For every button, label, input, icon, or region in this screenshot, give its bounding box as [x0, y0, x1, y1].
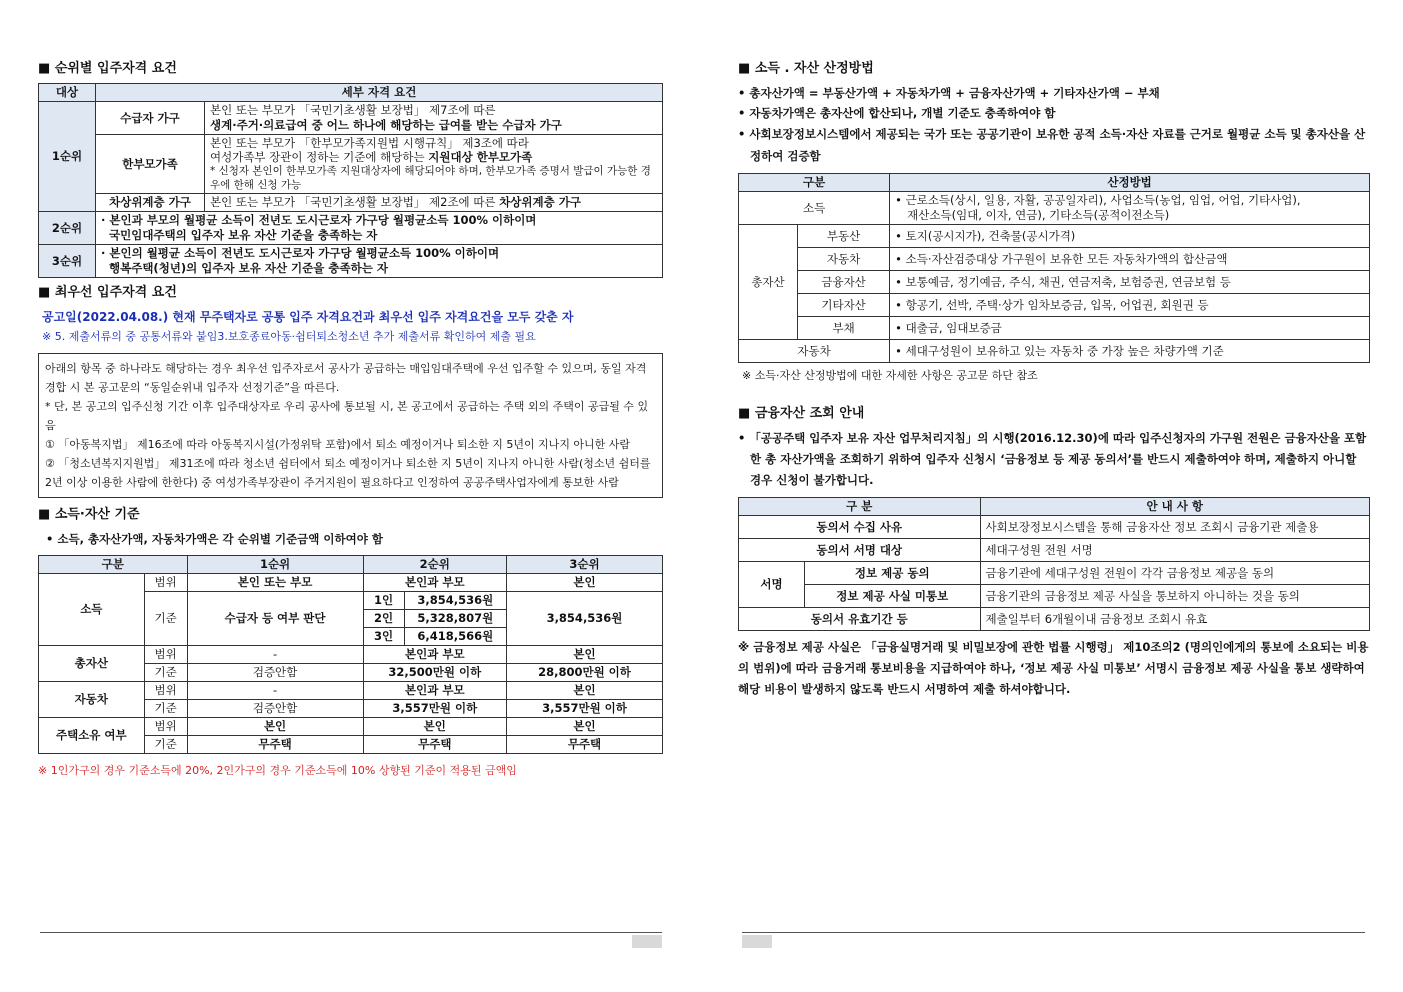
rank-2-content	[96, 212, 663, 245]
row-sub-label: 기준	[144, 592, 187, 646]
bullet: • 자동차가액은 총자산에 합산되나, 개별 기준도 충족하여야 함	[738, 106, 1056, 120]
financial-table	[738, 497, 1370, 631]
row-label: 자동차	[739, 340, 890, 363]
row-label: 동의서 유효기간 등	[739, 608, 981, 631]
row-group-total: 총자산	[739, 225, 798, 340]
table-header: 1순위	[187, 556, 363, 574]
cell: 본인	[507, 646, 663, 664]
cell: 본인	[507, 682, 663, 700]
cell: 본인과 부모	[363, 682, 506, 700]
text-span: 차상위계층 가구	[499, 195, 581, 209]
table-header: 구 분	[739, 498, 981, 516]
right-page	[738, 60, 1370, 700]
row-label: 한부모가족	[96, 135, 205, 194]
cell: 28,800만원 이하	[507, 664, 663, 682]
table-header: 대상	[39, 84, 96, 102]
table-header: 구분	[739, 174, 890, 192]
row-content	[205, 194, 663, 212]
cell: 3인	[363, 628, 404, 646]
table-header: 구분	[39, 556, 188, 574]
income-asset-table	[38, 555, 663, 754]
cell: 5,328,807원	[404, 610, 506, 628]
rank-1-label: 1순위	[39, 102, 96, 212]
row-sub-label: 기준	[144, 736, 187, 754]
left-page	[38, 60, 663, 778]
text-line: 재산소득(임대, 이자, 연금), 기타소득(공적이전소득)	[907, 208, 1170, 222]
section-title-rank-requirements: ■ 순위별 입주자격 요건	[38, 60, 663, 78]
bullet: • 사회보장정보시스템에서 제공되는 국가 또는 공공기관이 보유한 공적 소득·자산 자료를 근거로 월평균 소득 및 총자산을 산정하여 검증함	[738, 127, 1366, 163]
table-header: 3순위	[507, 556, 663, 574]
cell: -	[187, 646, 363, 664]
section-title-income-asset: ■ 소득·자산 기준	[38, 506, 663, 524]
row-sub-label: 기준	[144, 700, 187, 718]
table-header: 2순위	[363, 556, 506, 574]
row-label: 금융자산	[798, 271, 890, 294]
row-group-car: 자동차	[39, 682, 145, 718]
row-content: • 항공기, 선박, 주택·상가 임차보증금, 입목, 어업권, 회원권 등	[890, 294, 1370, 317]
rank-requirements-table	[38, 83, 663, 278]
table-header: 산정방법	[890, 174, 1370, 192]
footnote: ※ 1인가구의 경우 기준소득에 20%, 2인가구의 경우 기준소득에 10% 상향된 기준이 적용된 금액임	[38, 764, 517, 777]
cell: 본인과 부모	[363, 646, 506, 664]
footer-divider	[40, 932, 662, 933]
cell: -	[187, 682, 363, 700]
row-content	[205, 135, 663, 194]
cell: 본인	[363, 718, 506, 736]
cell: 무주택	[507, 736, 663, 754]
rank-2-label: 2순위	[39, 212, 96, 245]
text-span: 본인 또는 부모가 「국민기초생활 보장법」 제2조에 따른	[210, 195, 500, 209]
text-span: 지원대상 한부모가족	[428, 150, 533, 164]
row-label: 동의서 서명 대상	[739, 539, 981, 562]
page-number-box	[742, 935, 772, 948]
text-line: 생계·주거·의료급여 중 어느 하나에 해당하는 급여를 받는 수급자 가구	[210, 118, 562, 132]
row-label: 기타자산	[798, 294, 890, 317]
row-content: • 보통예금, 정기예금, 주식, 채권, 연금저축, 보험증권, 연금보험 등	[890, 271, 1370, 294]
row-label: 정보 제공 동의	[805, 562, 981, 585]
calc-note: ※ 소득·자산 산정방법에 대한 자세한 사항은 공고문 하단 참조	[742, 369, 1038, 382]
cell: 무주택	[363, 736, 506, 754]
text-note: * 신청자 본인이 한부모가족 지원대상자에 해당되어야 하며, 한부모가족 증명서 발급이 가능한 경우에 한해 신청 가능	[210, 165, 651, 191]
cell: 검증안함	[187, 664, 363, 682]
section-title-priority: ■ 최우선 입주자격 요건	[38, 284, 663, 302]
row-label: 부동산	[798, 225, 890, 248]
priority-statement: 공고일(2022.04.08.) 현재 무주택자로 공통 입주 자격요건과 최우선 입주 자격요건을 모두 갖춘 자	[42, 310, 574, 324]
text-span: 여성가족부 장관이 정하는 기준에 해당하는	[210, 150, 429, 164]
text-line: 본인 또는 부모가 「국민기초생활 보장법」 제7조에 따른	[210, 103, 496, 117]
text-line: 국민임대주택의 입주자 보유 자산 기준을 충족하는 자	[109, 228, 378, 242]
rank-3-content	[96, 245, 663, 278]
cell: 검증안함	[187, 700, 363, 718]
income-asset-bullet: • 소득, 총자산가액, 자동차가액은 각 순위별 기준금액 이하여야 함	[46, 532, 383, 546]
row-group-asset: 총자산	[39, 646, 145, 682]
cell: 본인과 부모	[363, 574, 506, 592]
cell: 3,557만원 이하	[507, 700, 663, 718]
cell: 6,418,566원	[404, 628, 506, 646]
row-label: 자동차	[798, 248, 890, 271]
row-content: 사회보장정보시스템을 통해 금융자산 정보 조회시 금융기관 제출용	[980, 516, 1370, 539]
row-content	[205, 102, 663, 135]
section-title-financial: ■ 금융자산 조회 안내	[738, 405, 1370, 423]
row-sub-label: 범위	[144, 646, 187, 664]
cell: 2인	[363, 610, 404, 628]
text-line: 행복주택(청년)의 입주자 보유 자산 기준을 충족하는 자	[109, 261, 388, 275]
row-content: • 대출금, 임대보증금	[890, 317, 1370, 340]
cell: 본인	[507, 574, 663, 592]
cell: 1인	[363, 592, 404, 610]
table-header: 안 내 사 항	[980, 498, 1370, 516]
cell: 3,854,536원	[404, 592, 506, 610]
cell: 3,557만원 이하	[363, 700, 506, 718]
cell: 32,500만원 이하	[363, 664, 506, 682]
row-sub-label: 범위	[144, 718, 187, 736]
cell: 수급자 등 여부 판단	[187, 592, 363, 646]
row-label: 정보 제공 사실 미통보	[805, 585, 981, 608]
box-paragraph: * 단, 본 공고의 입주신청 기간 이후 입주대상자로 우리 공사에 통보될 시, 본 공고에서 공급하는 주택 외의 주택이 공급될 수 있음	[45, 400, 649, 432]
financial-note: ※ 금융정보 제공 사실은 「금융실명거래 및 비밀보장에 관한 법률 시행령」 제10조의2 (명의인에게의 통보에 소요되는 비용의 범위)에 따라 금융거래 통보비용을 지급하여야 하나, ‘정보 제공 사실 미통보’ 서명시 금융정보 제공 사실을 통보 생략하여 해당 비용이 발생하지 않도록 반드시 서명하여 제출 하셔야합니다.	[738, 640, 1369, 696]
financial-bullet: • 「공공주택 입주자 보유 자산 업무처리지침」의 시행(2016.12.30)에 따라 입주신청자의 가구원 전원은 금융자산을 포함한 총 자산가액을 조회하기 위하여 입주자 신청시 ‘금융정보 등 제공 동의서’를 반드시 제출하여야 하며, 제출하지 아니할 경우 신청이 불가합니다.	[738, 431, 1367, 487]
row-content: 세대구성원 전원 서명	[980, 539, 1370, 562]
row-group-sign: 서명	[739, 562, 805, 608]
priority-note: ※ 5. 제출서류의 중 공통서류와 붙임3.보호종료아동·쉼터퇴소청소년 추가 제출서류 확인하여 제출 필요	[42, 330, 536, 343]
page-number-box	[632, 935, 662, 948]
cell: 본인	[187, 718, 363, 736]
row-label: 부채	[798, 317, 890, 340]
row-content: 금융기관에 세대구성원 전원이 각각 금융정보 제공을 동의	[980, 562, 1370, 585]
bullet: • 총자산가액 = 부동산가액 + 자동차가액 + 금융자산가액 + 기타자산가액 − 부채	[738, 86, 1160, 100]
text-line: · 본인의 월평균 소득이 전년도 도시근로자 가구당 월평균소득 100% 이하이며	[101, 246, 500, 260]
row-content: • 토지(공시지가), 건축물(공시가격)	[890, 225, 1370, 248]
cell: 3,854,536원	[507, 592, 663, 646]
row-sub-label: 범위	[144, 574, 187, 592]
calc-method-table	[738, 173, 1370, 363]
section-title-calc-method: ■ 소득 . 자산 산정방법	[738, 60, 1370, 78]
text-line: · 본인과 부모의 월평균 소득이 전년도 도시근로자 가구당 월평균소득 100% 이하이며	[101, 213, 537, 227]
row-label: 차상위계층 가구	[96, 194, 205, 212]
text-line: • 근로소득(상시, 일용, 자활, 공공일자리), 사업소득(농업, 임업, 어업, 기타사업),	[895, 193, 1301, 207]
row-sub-label: 범위	[144, 682, 187, 700]
row-content	[890, 192, 1370, 225]
row-group-house: 주택소유 여부	[39, 718, 145, 754]
cell: 본인	[507, 718, 663, 736]
row-content: 제출일부터 6개월이내 금융정보 조회시 유효	[980, 608, 1370, 631]
row-sub-label: 기준	[144, 664, 187, 682]
table-header: 세부 자격 요건	[96, 84, 663, 102]
rank-3-label: 3순위	[39, 245, 96, 278]
row-label: 동의서 수집 사유	[739, 516, 981, 539]
row-content: • 세대구성원이 보유하고 있는 자동차 중 가장 높은 차량가액 기준	[890, 340, 1370, 363]
text-line	[210, 150, 657, 164]
row-label: 소득	[739, 192, 890, 225]
row-group-income: 소득	[39, 574, 145, 646]
box-paragraph: 아래의 항목 중 하나라도 해당하는 경우 최우선 입주자로서 공사가 공급하는 매입임대주택에 우선 입주할 수 있으며, 동일 자격 경합 시 본 공고문의 “동일순위내 입주자 선정기준”을 따른다.	[45, 362, 647, 394]
row-label: 수급자 가구	[96, 102, 205, 135]
row-content: 금융기관의 금융정보 제공 사실을 통보하지 아니하는 것을 동의	[980, 585, 1370, 608]
cell: 무주택	[187, 736, 363, 754]
box-paragraph: ① 「아동복지법」 제16조에 따라 아동복지시설(가정위탁 포함)에서 퇴소 예정이거나 퇴소한 지 5년이 지나지 아니한 사람	[45, 438, 631, 451]
text-line: 본인 또는 부모가 「한부모가족지원법 시행규칙」 제3조에 따라	[210, 136, 529, 150]
cell: 본인 또는 부모	[187, 574, 363, 592]
priority-box	[38, 353, 663, 498]
row-content: • 소득·자산검증대상 가구원이 보유한 모든 자동차가액의 합산금액	[890, 248, 1370, 271]
box-paragraph: ② 「청소년복지지원법」 제31조에 따라 청소년 쉼터에서 퇴소 예정이거나 퇴소한 지 5년이 지나지 아니한 사람(청소년 쉼터를 2년 이상 이용한 사람에 한한다) 중 여성가족부장관이 주거지원이 필요하다고 인정하여 공공주택사업자에게 통보한 사람	[45, 457, 651, 489]
footer-divider	[742, 932, 1365, 933]
